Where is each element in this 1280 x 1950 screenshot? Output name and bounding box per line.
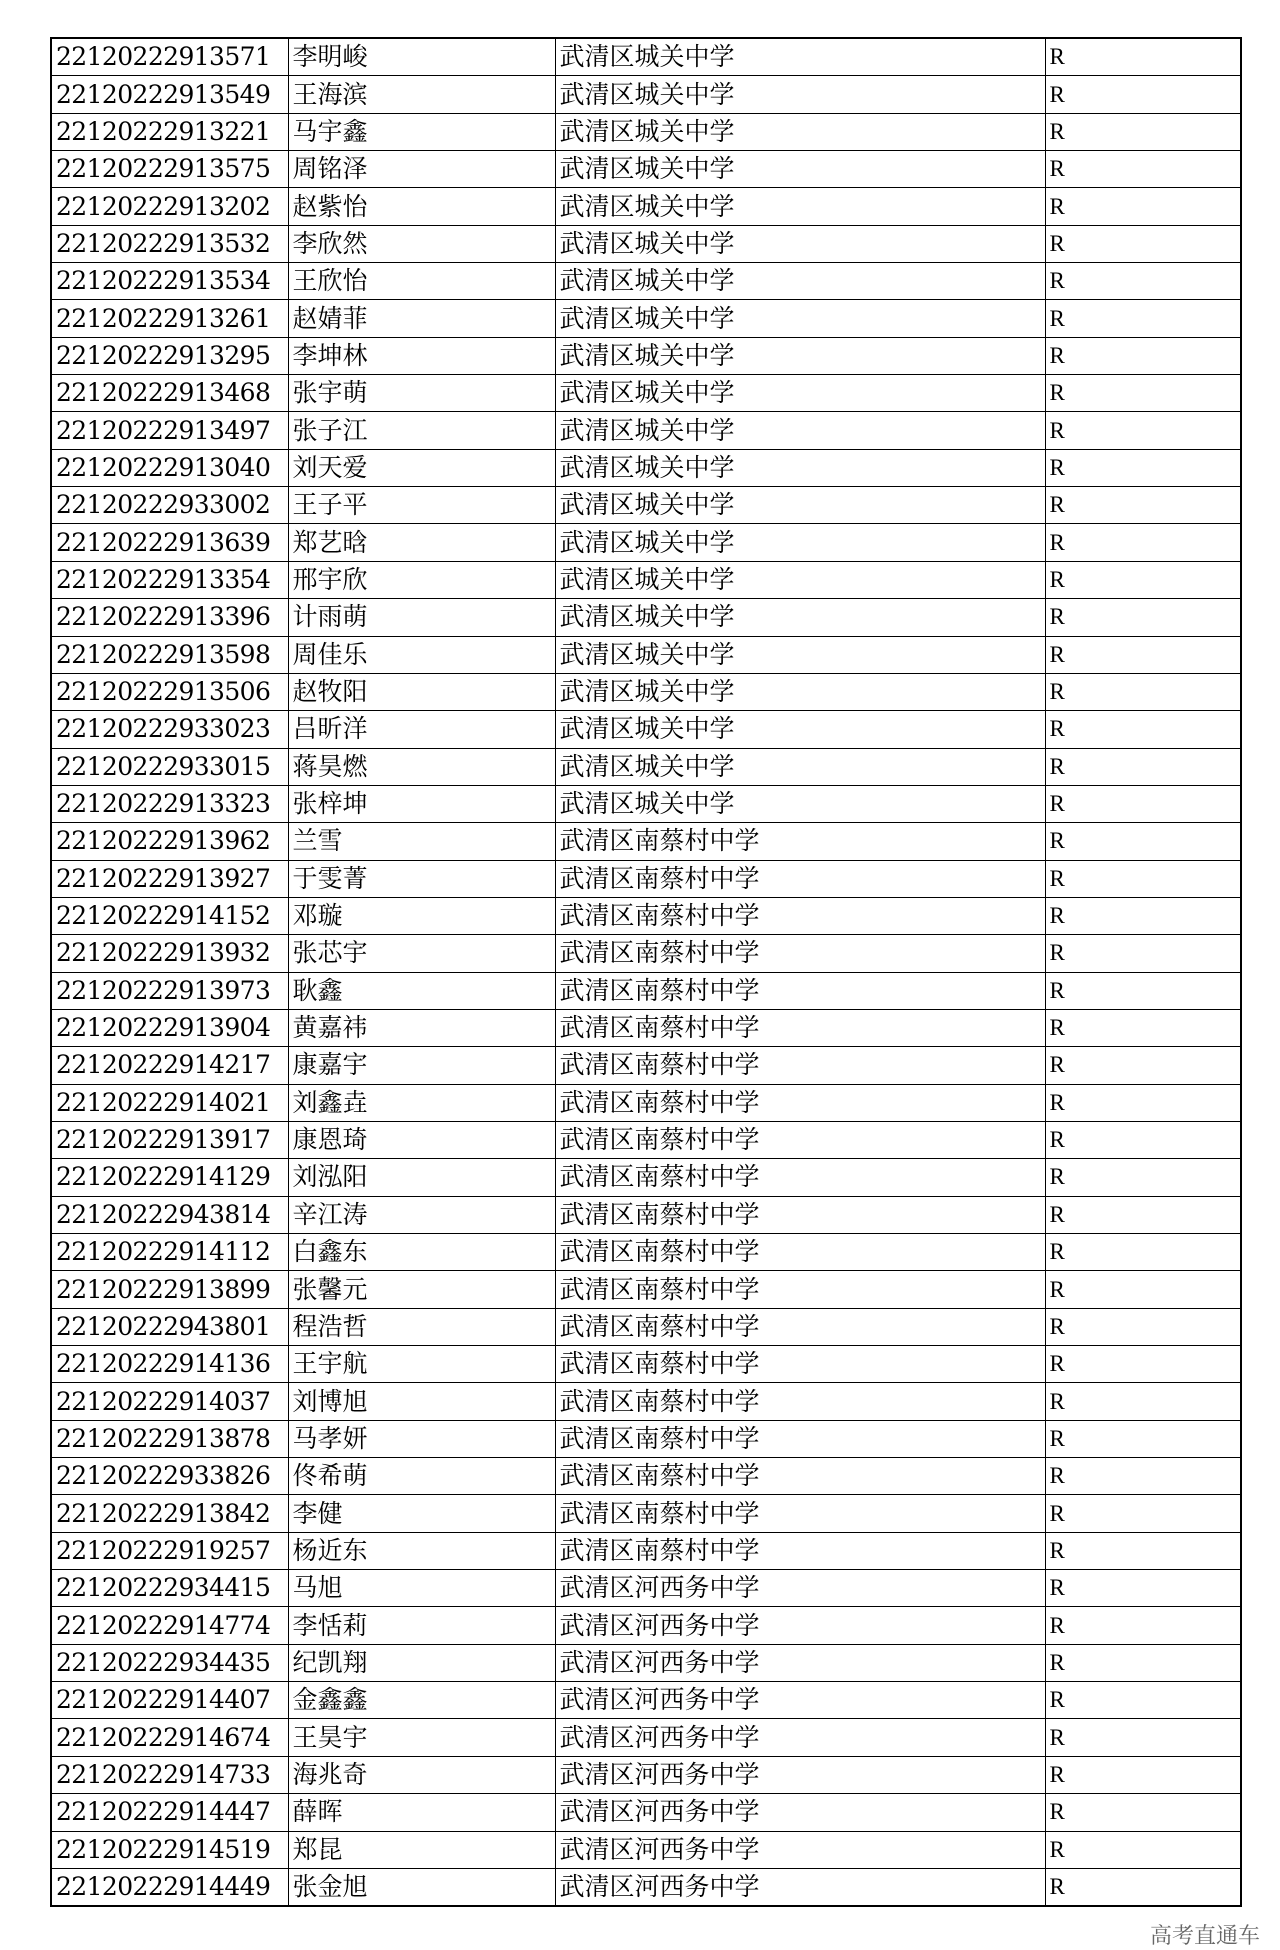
student-name-cell: 张宇萌 xyxy=(288,375,555,412)
student-name-cell: 赵牧阳 xyxy=(288,673,555,710)
grade-cell: R xyxy=(1045,897,1241,934)
student-name-cell: 赵婧菲 xyxy=(288,300,555,337)
candidate-id-cell: 22120222913506 xyxy=(51,673,288,710)
school-cell: 武清区南蔡村中学 xyxy=(555,1047,1045,1084)
table-row xyxy=(51,636,1241,673)
candidate-id-cell: 22120222913040 xyxy=(51,449,288,486)
grade-cell: R xyxy=(1045,1607,1241,1644)
student-name-cell: 计雨萌 xyxy=(288,599,555,636)
candidate-id-cell: 22120222914774 xyxy=(51,1607,288,1644)
grade-cell: R xyxy=(1045,524,1241,561)
candidate-id-cell: 22120222913878 xyxy=(51,1420,288,1457)
table-row xyxy=(51,1047,1241,1084)
table-row xyxy=(51,1495,1241,1532)
grade-cell: R xyxy=(1045,1458,1241,1495)
table-row xyxy=(51,375,1241,412)
candidate-id-cell: 22120222914112 xyxy=(51,1234,288,1271)
candidate-id-cell: 22120222913202 xyxy=(51,188,288,225)
candidate-id-cell: 22120222914449 xyxy=(51,1868,288,1906)
school-cell: 武清区城关中学 xyxy=(555,300,1045,337)
table-row xyxy=(51,1234,1241,1271)
table-body xyxy=(51,38,1241,1906)
candidate-id-cell: 22120222943801 xyxy=(51,1308,288,1345)
school-cell: 武清区河西务中学 xyxy=(555,1794,1045,1831)
candidate-id-cell: 22120222913575 xyxy=(51,151,288,188)
grade-cell: R xyxy=(1045,225,1241,262)
candidate-id-cell: 22120222913973 xyxy=(51,972,288,1009)
table-row xyxy=(51,76,1241,113)
table-row xyxy=(51,1196,1241,1233)
candidate-id-cell: 22120222943814 xyxy=(51,1196,288,1233)
grade-cell: R xyxy=(1045,972,1241,1009)
table-row xyxy=(51,972,1241,1009)
grade-cell: R xyxy=(1045,1794,1241,1831)
school-cell: 武清区城关中学 xyxy=(555,375,1045,412)
table-row xyxy=(51,412,1241,449)
candidate-id-cell: 22120222934435 xyxy=(51,1644,288,1681)
student-name-cell: 李欣然 xyxy=(288,225,555,262)
grade-cell: R xyxy=(1045,935,1241,972)
student-name-cell: 蒋昊燃 xyxy=(288,748,555,785)
table-row xyxy=(51,897,1241,934)
grade-cell: R xyxy=(1045,1121,1241,1158)
student-name-cell: 王海滨 xyxy=(288,76,555,113)
student-name-cell: 张子江 xyxy=(288,412,555,449)
school-cell: 武清区南蔡村中学 xyxy=(555,972,1045,1009)
table-row xyxy=(51,487,1241,524)
student-name-cell: 辛江涛 xyxy=(288,1196,555,1233)
school-cell: 武清区城关中学 xyxy=(555,599,1045,636)
grade-cell: R xyxy=(1045,1495,1241,1532)
student-name-cell: 兰雪 xyxy=(288,823,555,860)
table-row xyxy=(51,188,1241,225)
student-name-cell: 李坤林 xyxy=(288,337,555,374)
student-name-cell: 马旭 xyxy=(288,1570,555,1607)
school-cell: 武清区河西务中学 xyxy=(555,1570,1045,1607)
candidate-id-cell: 22120222934415 xyxy=(51,1570,288,1607)
student-name-cell: 邢宇欣 xyxy=(288,561,555,598)
student-name-cell: 张梓坤 xyxy=(288,785,555,822)
table-row xyxy=(51,151,1241,188)
grade-cell: R xyxy=(1045,1271,1241,1308)
candidate-id-cell: 22120222914037 xyxy=(51,1383,288,1420)
grade-cell: R xyxy=(1045,1868,1241,1906)
grade-cell: R xyxy=(1045,673,1241,710)
grade-cell: R xyxy=(1045,1047,1241,1084)
candidate-id-cell: 22120222913497 xyxy=(51,412,288,449)
table-row xyxy=(51,1794,1241,1831)
student-name-cell: 海兆奇 xyxy=(288,1756,555,1793)
candidate-id-cell: 22120222913396 xyxy=(51,599,288,636)
grade-cell: R xyxy=(1045,823,1241,860)
student-name-cell: 王子平 xyxy=(288,487,555,524)
table-row xyxy=(51,1607,1241,1644)
grade-cell: R xyxy=(1045,599,1241,636)
school-cell: 武清区南蔡村中学 xyxy=(555,1495,1045,1532)
candidate-id-cell: 22120222913598 xyxy=(51,636,288,673)
student-name-cell: 刘鑫垚 xyxy=(288,1084,555,1121)
candidate-id-cell: 22120222913962 xyxy=(51,823,288,860)
student-name-cell: 康恩琦 xyxy=(288,1121,555,1158)
table-row xyxy=(51,1271,1241,1308)
school-cell: 武清区南蔡村中学 xyxy=(555,860,1045,897)
table-row xyxy=(51,748,1241,785)
student-name-cell: 郑艺晗 xyxy=(288,524,555,561)
candidate-id-cell: 22120222914674 xyxy=(51,1719,288,1756)
school-cell: 武清区城关中学 xyxy=(555,151,1045,188)
candidate-id-cell: 22120222913917 xyxy=(51,1121,288,1158)
school-cell: 武清区河西务中学 xyxy=(555,1607,1045,1644)
table-row xyxy=(51,1719,1241,1756)
grade-cell: R xyxy=(1045,449,1241,486)
student-name-cell: 薛晖 xyxy=(288,1794,555,1831)
table-row xyxy=(51,1682,1241,1719)
school-cell: 武清区河西务中学 xyxy=(555,1644,1045,1681)
table-row xyxy=(51,1084,1241,1121)
table-row xyxy=(51,1159,1241,1196)
candidate-id-cell: 22120222913899 xyxy=(51,1271,288,1308)
table-row xyxy=(51,449,1241,486)
table-row xyxy=(51,785,1241,822)
grade-cell: R xyxy=(1045,711,1241,748)
candidate-id-cell: 22120222913261 xyxy=(51,300,288,337)
student-name-cell: 周铭泽 xyxy=(288,151,555,188)
school-cell: 武清区南蔡村中学 xyxy=(555,1308,1045,1345)
table-row xyxy=(51,1458,1241,1495)
candidate-id-cell: 22120222913221 xyxy=(51,113,288,150)
school-cell: 武清区南蔡村中学 xyxy=(555,823,1045,860)
school-cell: 武清区南蔡村中学 xyxy=(555,1458,1045,1495)
grade-cell: R xyxy=(1045,1346,1241,1383)
table-row xyxy=(51,263,1241,300)
candidate-id-cell: 22120222913639 xyxy=(51,524,288,561)
candidate-id-cell: 22120222913904 xyxy=(51,1009,288,1046)
student-name-cell: 李恬莉 xyxy=(288,1607,555,1644)
candidate-id-cell: 22120222914136 xyxy=(51,1346,288,1383)
grade-cell: R xyxy=(1045,561,1241,598)
grade-cell: R xyxy=(1045,860,1241,897)
school-cell: 武清区南蔡村中学 xyxy=(555,1121,1045,1158)
grade-cell: R xyxy=(1045,1084,1241,1121)
student-name-cell: 纪凯翔 xyxy=(288,1644,555,1681)
school-cell: 武清区河西务中学 xyxy=(555,1719,1045,1756)
candidate-id-cell: 22120222933826 xyxy=(51,1458,288,1495)
student-name-cell: 郑昆 xyxy=(288,1831,555,1868)
candidate-id-cell: 22120222913842 xyxy=(51,1495,288,1532)
school-cell: 武清区河西务中学 xyxy=(555,1682,1045,1719)
student-name-cell: 刘天爱 xyxy=(288,449,555,486)
student-name-cell: 白鑫东 xyxy=(288,1234,555,1271)
candidate-id-cell: 22120222913534 xyxy=(51,263,288,300)
table-row xyxy=(51,1831,1241,1868)
student-name-cell: 佟希萌 xyxy=(288,1458,555,1495)
candidate-id-cell: 22120222914217 xyxy=(51,1047,288,1084)
student-name-cell: 于雯菁 xyxy=(288,860,555,897)
grade-cell: R xyxy=(1045,1009,1241,1046)
grade-cell: R xyxy=(1045,263,1241,300)
school-cell: 武清区城关中学 xyxy=(555,673,1045,710)
grade-cell: R xyxy=(1045,38,1241,76)
table-row xyxy=(51,823,1241,860)
table-row xyxy=(51,1532,1241,1569)
school-cell: 武清区城关中学 xyxy=(555,76,1045,113)
grade-cell: R xyxy=(1045,748,1241,785)
grade-cell: R xyxy=(1045,1570,1241,1607)
student-name-cell: 康嘉宇 xyxy=(288,1047,555,1084)
table-row xyxy=(51,935,1241,972)
grade-cell: R xyxy=(1045,1420,1241,1457)
candidate-id-cell: 22120222914152 xyxy=(51,897,288,934)
school-cell: 武清区城关中学 xyxy=(555,337,1045,374)
candidate-id-cell: 22120222914407 xyxy=(51,1682,288,1719)
table-row xyxy=(51,524,1241,561)
grade-cell: R xyxy=(1045,151,1241,188)
student-name-cell: 张芯宇 xyxy=(288,935,555,972)
school-cell: 武清区南蔡村中学 xyxy=(555,1084,1045,1121)
school-cell: 武清区南蔡村中学 xyxy=(555,1271,1045,1308)
candidate-id-cell: 22120222914733 xyxy=(51,1756,288,1793)
table-row xyxy=(51,113,1241,150)
table-row xyxy=(51,1420,1241,1457)
table-row xyxy=(51,673,1241,710)
table-row xyxy=(51,1383,1241,1420)
candidate-id-cell: 22120222913295 xyxy=(51,337,288,374)
grade-cell: R xyxy=(1045,76,1241,113)
table-row xyxy=(51,561,1241,598)
school-cell: 武清区城关中学 xyxy=(555,38,1045,76)
grade-cell: R xyxy=(1045,113,1241,150)
student-name-cell: 刘博旭 xyxy=(288,1383,555,1420)
grade-cell: R xyxy=(1045,1756,1241,1793)
school-cell: 武清区城关中学 xyxy=(555,263,1045,300)
candidate-id-cell: 22120222913549 xyxy=(51,76,288,113)
school-cell: 武清区南蔡村中学 xyxy=(555,1196,1045,1233)
table-row xyxy=(51,1868,1241,1906)
student-name-cell: 赵紫怡 xyxy=(288,188,555,225)
candidate-id-cell: 22120222914519 xyxy=(51,1831,288,1868)
school-cell: 武清区河西务中学 xyxy=(555,1756,1045,1793)
student-name-cell: 马宇鑫 xyxy=(288,113,555,150)
school-cell: 武清区河西务中学 xyxy=(555,1868,1045,1906)
student-name-cell: 王宇航 xyxy=(288,1346,555,1383)
table-row xyxy=(51,1308,1241,1345)
grade-cell: R xyxy=(1045,1532,1241,1569)
candidate-id-cell: 22120222933015 xyxy=(51,748,288,785)
candidate-id-cell: 22120222913932 xyxy=(51,935,288,972)
table-row xyxy=(51,38,1241,76)
student-name-cell: 程浩哲 xyxy=(288,1308,555,1345)
student-name-cell: 王昊宇 xyxy=(288,1719,555,1756)
student-name-cell: 邓璇 xyxy=(288,897,555,934)
school-cell: 武清区城关中学 xyxy=(555,785,1045,822)
grade-cell: R xyxy=(1045,1383,1241,1420)
student-name-cell: 金鑫鑫 xyxy=(288,1682,555,1719)
school-cell: 武清区南蔡村中学 xyxy=(555,897,1045,934)
table-row xyxy=(51,1756,1241,1793)
grade-cell: R xyxy=(1045,375,1241,412)
school-cell: 武清区城关中学 xyxy=(555,748,1045,785)
table-row xyxy=(51,599,1241,636)
admission-list-table xyxy=(50,37,1242,1907)
school-cell: 武清区城关中学 xyxy=(555,113,1045,150)
school-cell: 武清区城关中学 xyxy=(555,487,1045,524)
grade-cell: R xyxy=(1045,785,1241,822)
school-cell: 武清区城关中学 xyxy=(555,561,1045,598)
school-cell: 武清区南蔡村中学 xyxy=(555,1234,1045,1271)
table-row xyxy=(51,225,1241,262)
grade-cell: R xyxy=(1045,487,1241,524)
school-cell: 武清区南蔡村中学 xyxy=(555,1159,1045,1196)
school-cell: 武清区城关中学 xyxy=(555,636,1045,673)
candidate-id-cell: 22120222933023 xyxy=(51,711,288,748)
school-cell: 武清区城关中学 xyxy=(555,188,1045,225)
grade-cell: R xyxy=(1045,1644,1241,1681)
school-cell: 武清区南蔡村中学 xyxy=(555,1009,1045,1046)
grade-cell: R xyxy=(1045,636,1241,673)
school-cell: 武清区城关中学 xyxy=(555,524,1045,561)
grade-cell: R xyxy=(1045,412,1241,449)
table-row xyxy=(51,1346,1241,1383)
student-name-cell: 周佳乐 xyxy=(288,636,555,673)
table-row xyxy=(51,1009,1241,1046)
candidate-id-cell: 22120222913468 xyxy=(51,375,288,412)
candidate-id-cell: 22120222933002 xyxy=(51,487,288,524)
student-name-cell: 王欣怡 xyxy=(288,263,555,300)
grade-cell: R xyxy=(1045,1682,1241,1719)
candidate-id-cell: 22120222919257 xyxy=(51,1532,288,1569)
table-row xyxy=(51,1121,1241,1158)
student-name-cell: 耿鑫 xyxy=(288,972,555,1009)
student-name-cell: 马孝妍 xyxy=(288,1420,555,1457)
student-name-cell: 张馨元 xyxy=(288,1271,555,1308)
table-row xyxy=(51,1644,1241,1681)
grade-cell: R xyxy=(1045,1234,1241,1271)
grade-cell: R xyxy=(1045,300,1241,337)
table-row xyxy=(51,711,1241,748)
school-cell: 武清区城关中学 xyxy=(555,711,1045,748)
grade-cell: R xyxy=(1045,1159,1241,1196)
student-name-cell: 李明峻 xyxy=(288,38,555,76)
student-name-cell: 刘泓阳 xyxy=(288,1159,555,1196)
school-cell: 武清区城关中学 xyxy=(555,225,1045,262)
student-name-cell: 黄嘉祎 xyxy=(288,1009,555,1046)
student-name-cell: 吕昕洋 xyxy=(288,711,555,748)
candidate-id-cell: 22120222914021 xyxy=(51,1084,288,1121)
candidate-id-cell: 22120222913323 xyxy=(51,785,288,822)
grade-cell: R xyxy=(1045,1719,1241,1756)
table-row xyxy=(51,300,1241,337)
candidate-id-cell: 22120222913571 xyxy=(51,38,288,76)
school-cell: 武清区南蔡村中学 xyxy=(555,1532,1045,1569)
grade-cell: R xyxy=(1045,1196,1241,1233)
grade-cell: R xyxy=(1045,188,1241,225)
candidate-id-cell: 22120222913532 xyxy=(51,225,288,262)
candidate-id-cell: 22120222913927 xyxy=(51,860,288,897)
school-cell: 武清区城关中学 xyxy=(555,412,1045,449)
table-row xyxy=(51,337,1241,374)
student-name-cell: 李健 xyxy=(288,1495,555,1532)
student-name-cell: 张金旭 xyxy=(288,1868,555,1906)
candidate-id-cell: 22120222914129 xyxy=(51,1159,288,1196)
school-cell: 武清区南蔡村中学 xyxy=(555,1383,1045,1420)
school-cell: 武清区河西务中学 xyxy=(555,1831,1045,1868)
school-cell: 武清区南蔡村中学 xyxy=(555,935,1045,972)
grade-cell: R xyxy=(1045,337,1241,374)
table-row xyxy=(51,860,1241,897)
grade-cell: R xyxy=(1045,1831,1241,1868)
school-cell: 武清区城关中学 xyxy=(555,449,1045,486)
watermark-text: 高考直通车 xyxy=(1149,1924,1260,1949)
school-cell: 武清区南蔡村中学 xyxy=(555,1346,1045,1383)
student-name-cell: 杨近东 xyxy=(288,1532,555,1569)
candidate-id-cell: 22120222914447 xyxy=(51,1794,288,1831)
candidate-id-cell: 22120222913354 xyxy=(51,561,288,598)
grade-cell: R xyxy=(1045,1308,1241,1345)
school-cell: 武清区南蔡村中学 xyxy=(555,1420,1045,1457)
table-row xyxy=(51,1570,1241,1607)
